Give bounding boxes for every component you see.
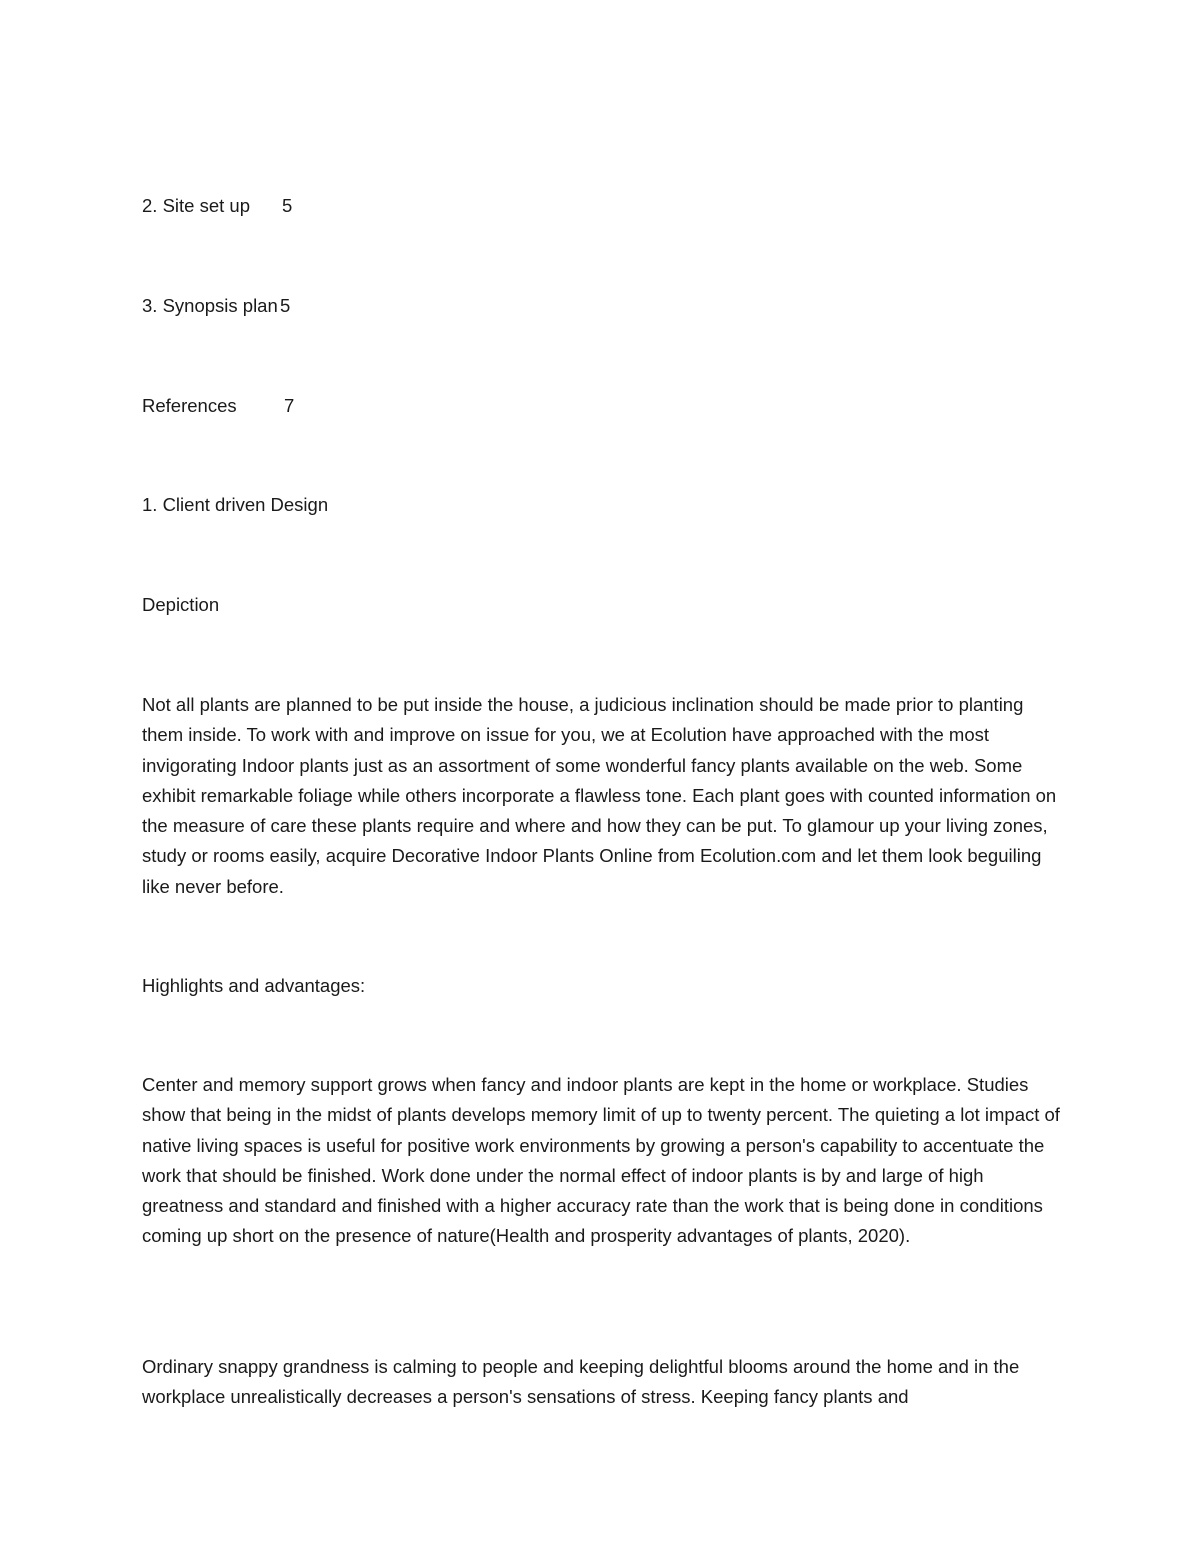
toc-label: References (142, 395, 237, 416)
toc-label: 3. Synopsis plan (142, 295, 278, 316)
section-heading: 1. Client driven Design (142, 494, 329, 515)
paragraph-highlights-1: Center and memory support grows when fancy and indoor plants are kept in the home or workplace. Studies show that being in the midst of plants develops memory limit of up to twenty percent. The quieting a lot impact of native living spaces is useful for positive work environments by growing a person's capability to accentuate the work that should be finished. Work done under the normal effect of indoor plants is by and large of high greatness and standard and finished with a higher accuracy rate than the work that is being done in conditions coming up short on the presence of nature(Health and prosperity advantages of plants, 2020). (142, 1074, 1060, 1247)
paragraph-highlights-2: Ordinary snappy grandness is calming to people and keeping delightful blooms around the home and in the workplace unrealistically decreases a person's sensations of stress. Keeping fancy plants and (142, 1356, 1020, 1408)
subheading-depiction: Depiction (142, 594, 220, 615)
toc-page-number: 5 (280, 295, 291, 316)
subheading-highlights: Highlights and advantages: (142, 975, 366, 996)
paragraph-depiction: Not all plants are planned to be put inside the house, a judicious inclination should be made prior to planting them inside. To work with and improve on issue for you, we at Ecolution have approached with the most invigorating Indoor plants just as an assortment of some wonderful fancy plants available on the web. Some exhibit remarkable foliage while others incorporate a flawless tone. Each plant goes with counted information on the measure of care these plants require and where and how they can be put. To glamour up your living zones, study or rooms easily, acquire Decorative Indoor Plants Online from Ecolution.com and let them look beguiling like never before. (142, 694, 1057, 897)
toc-entry-synopsis-plan (142, 295, 291, 317)
toc-entry-references (142, 395, 295, 417)
toc-entry-site-set-up (142, 195, 293, 217)
toc-page-number: 5 (282, 195, 293, 216)
toc-page-number: 7 (284, 395, 295, 416)
toc-label: 2. Site set up (142, 195, 250, 216)
